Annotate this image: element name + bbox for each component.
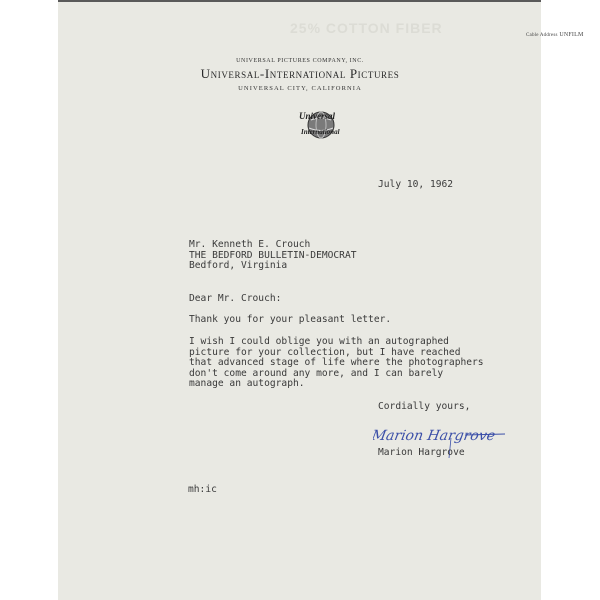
letterhead-city: UNIVERSAL CITY, CALIFORNIA [238,85,362,92]
reference-initials: mh:ic [188,484,217,495]
salutation: Dear Mr. Crouch: [189,293,282,304]
paper-watermark: 25% COTTON FIBER [290,20,443,36]
recipient-location: Bedford, Virginia [189,260,288,271]
paragraph-2-line: manage an autograph. [189,378,305,389]
recipient-name: Mr. Kenneth E. Crouch [189,239,311,250]
signer-name: Marion Hargrove [378,447,465,458]
cable-address [526,32,584,38]
letterhead [180,58,420,92]
cable-address-label: Cable Address [526,33,558,38]
paragraph-2-line: I wish I could oblige you with an autographed [189,336,449,347]
logo-text-top: Universal [299,111,335,121]
cable-address-value: UNFILM [559,32,584,38]
paragraph-2-line: don't come around any more, and I can barely [189,367,444,379]
logo-text-bottom: International [301,128,340,136]
recipient-organization: THE BEDFORD BULLETIN-DEMOCRAT [189,249,357,261]
closing: Cordially yours, [378,401,471,412]
letterhead-title: Universal-International Pictures [200,66,400,81]
letterhead-company: UNIVERSAL PICTURES COMPANY, INC. [236,58,364,64]
letter-date: July 10, 1962 [378,179,454,190]
universal-globe-logo-icon [297,106,341,142]
recipient-address [189,240,357,272]
paragraph-2-line: picture for your collection, but I have reached [189,346,461,358]
paragraph-2-line: that advanced stage of life where the photographers [189,357,484,368]
paragraph-1: Thank you for your pleasant letter. [189,314,392,325]
signature-text: Marion Hargrove [373,428,497,444]
paragraph-2 [189,337,484,390]
